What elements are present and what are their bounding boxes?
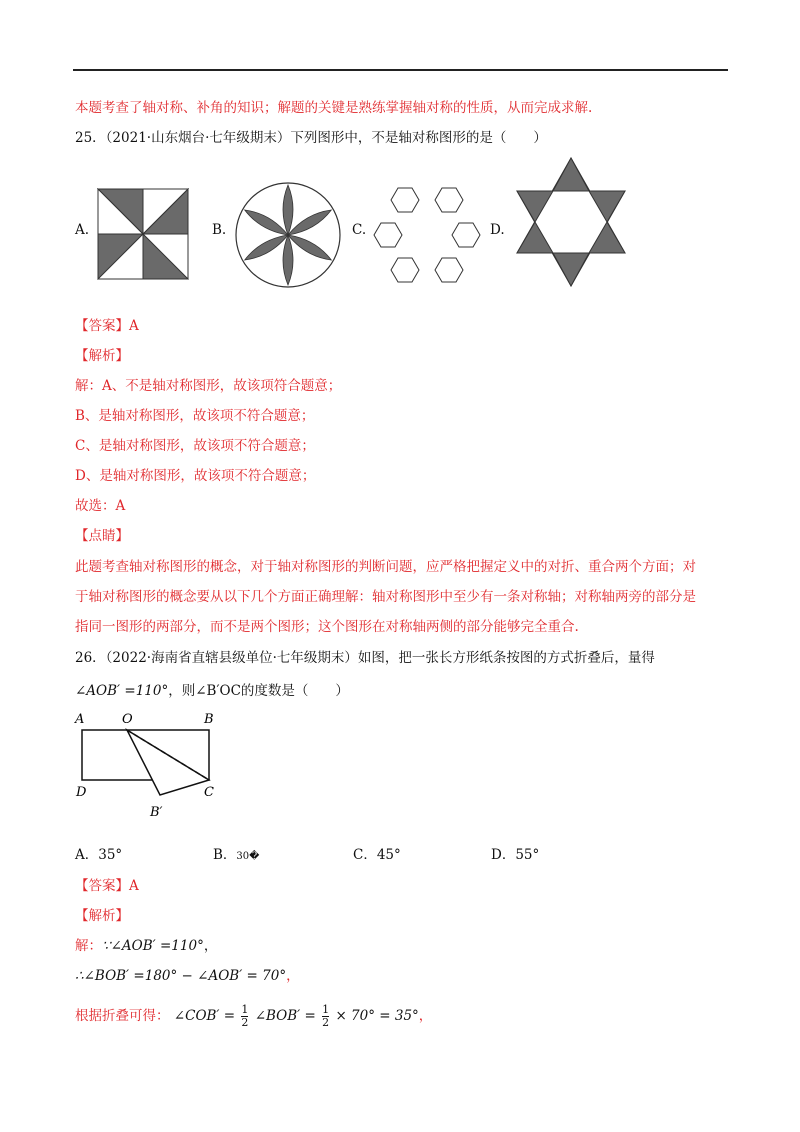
label-b-prime: B′	[150, 805, 163, 820]
q25-analysis-line: 解：A、不是轴对称图形，故该项符合题意；	[75, 378, 342, 394]
label-c: C	[204, 785, 214, 800]
q26-option-value: 35°	[98, 847, 123, 863]
q26-option-value: 55°	[515, 847, 540, 863]
fraction-half: $\frac{1}{2}$	[322, 1003, 330, 1029]
q26-sol3-suffix: ，	[418, 1008, 433, 1024]
q25-analysis-line: 故选：A	[75, 498, 126, 514]
q26-option-d	[491, 845, 539, 865]
q26-option-a	[75, 845, 122, 865]
top-note: 本题考查了轴对称、补角的知识；解题的关键是熟练掌握轴对称的性质，从而完成求解.	[75, 100, 593, 116]
q26-solution-line3	[75, 1004, 432, 1029]
q26-option-label: B．	[213, 847, 237, 863]
q26-sol2-suffix: ，	[286, 968, 300, 984]
fraction-half: $\frac{1}{2}$	[241, 1003, 249, 1029]
q26-option-label: D．	[491, 847, 516, 863]
label-o: O	[122, 712, 133, 727]
q25-comment-line: 此题考查轴对称图形的概念，对于轴对称图形的判断问题，应严格把握定义中的对折、重合两个方面；对	[75, 559, 696, 575]
label-d: D	[76, 785, 87, 800]
q26-stem-question: ，则∠B′OC的度数是（ ）	[168, 683, 349, 699]
q26-answer: 【答案】A	[75, 878, 139, 894]
q26-option-value: 45°	[376, 847, 401, 863]
q26-stem: 26．（2022·海南省直辖县级单位·七年级期末）如图，把一张长方形纸条按图的方式折叠后，量得	[75, 650, 655, 666]
q25-analysis-line: C、是轴对称图形，故该项不符合题意；	[75, 438, 315, 454]
hexagram-figure	[513, 156, 629, 288]
folded-strip-figure	[72, 708, 232, 828]
q26-sol1-math: ∵∠AOB′ =110°	[102, 938, 204, 954]
q26-option-label: C．	[353, 847, 377, 863]
q25-comment-line: 指同一图形的两部分，而不是两个图形；这个图形在对称轴两侧的部分能够完全重合.	[75, 619, 579, 635]
q26-sol3-prefix: 根据折叠可得：	[75, 1008, 170, 1024]
header-rule	[73, 69, 728, 71]
q26-option-value: 30�	[236, 851, 260, 862]
q25-option-d-label: D.	[490, 222, 505, 238]
q26-analysis-tag: 【解析】	[75, 908, 129, 924]
q25-option-a-label: A.	[75, 222, 90, 238]
label-a: A	[75, 712, 85, 727]
q26-sol1-suffix: ，	[203, 938, 218, 954]
q25-analysis-line: D、是轴对称图形，故该项不符合题意；	[75, 468, 316, 484]
q26-sol3-math-c: × 70° = 35°	[335, 1008, 419, 1024]
q25-option-c-label: C.	[352, 222, 367, 238]
hexagon-ring-figure	[372, 186, 482, 286]
q26-sol2-math: ∴∠BOB′ =180° − ∠AOB′ = 70°	[75, 968, 287, 984]
q26-solution-line1	[75, 936, 217, 956]
q26-option-b	[213, 845, 259, 867]
pinwheel-figure	[97, 188, 189, 280]
q25-stem: 25．（2021·山东烟台·七年级期末）下列图形中，不是轴对称图形的是（ ）	[75, 130, 547, 146]
q26-stem-line2	[75, 681, 349, 701]
q25-option-b-label: B.	[212, 222, 227, 238]
q26-option-c	[353, 845, 401, 865]
q26-sol3-math-a: ∠COB′ =	[173, 1008, 236, 1024]
q26-solution-line2	[75, 966, 300, 986]
q25-comment-line: 于轴对称图形的概念要从以下几个方面正确理解：轴对称图形中至少有一条对称轴；对称轴两旁的部分是	[75, 589, 696, 605]
q26-option-label: A．	[75, 847, 99, 863]
q26-given-angle: ∠AOB′ =110°	[75, 683, 169, 699]
q25-analysis-tag: 【解析】	[75, 348, 129, 364]
q26-sol3-math-b: ∠BOB′ =	[254, 1008, 316, 1024]
q25-comment-tag: 【点睛】	[75, 528, 129, 544]
q25-answer: 【答案】A	[75, 318, 139, 334]
flower-circle-figure	[234, 181, 342, 289]
label-b: B	[204, 712, 214, 727]
q26-sol1-prefix: 解：	[75, 938, 102, 954]
q25-analysis-line: B、是轴对称图形，故该项不符合题意；	[75, 408, 315, 424]
